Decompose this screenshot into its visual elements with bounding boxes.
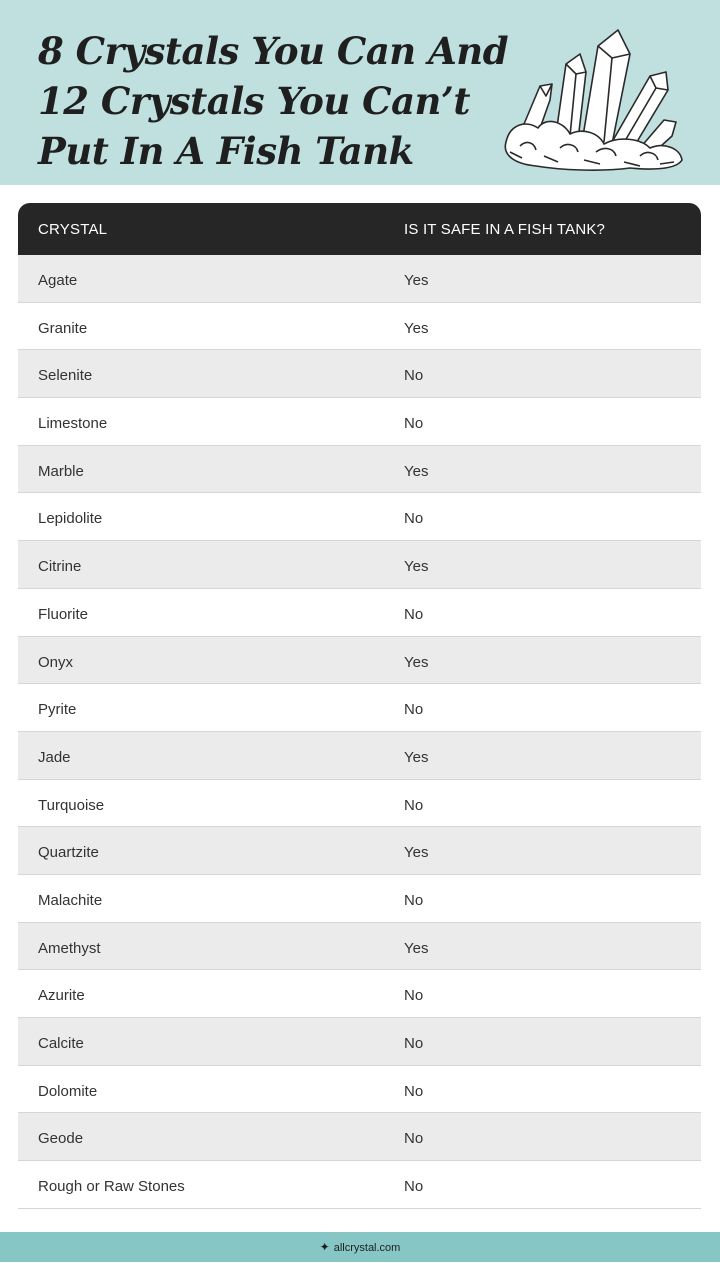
footer-bar <box>0 1232 720 1262</box>
safe-value: No <box>404 367 424 385</box>
table-row <box>18 637 701 685</box>
column-header-safe: IS IT SAFE IN A FISH TANK? <box>404 221 606 238</box>
safe-value: No <box>404 987 424 1005</box>
crystal-cluster-icon <box>500 24 685 172</box>
title-line: 8 Crystals You Can And <box>38 29 509 73</box>
table-row <box>18 875 701 923</box>
safe-value: No <box>404 1178 424 1196</box>
table-row <box>18 684 701 732</box>
crystal-name: Lepidolite <box>38 510 103 528</box>
crystal-safety-table <box>18 203 701 1209</box>
table-row <box>18 1161 701 1209</box>
column-header-crystal: CRYSTAL <box>38 221 108 238</box>
crystal-name: Azurite <box>38 987 85 1005</box>
safe-value: Yes <box>404 844 429 862</box>
safe-value: No <box>404 605 424 623</box>
crystal-name: Amethyst <box>38 939 101 957</box>
table-row <box>18 446 701 494</box>
safe-value: No <box>404 415 424 433</box>
title-line: Put In A Fish Tank <box>38 129 414 173</box>
safe-value: No <box>404 1130 424 1148</box>
crystal-name: Jade <box>38 748 71 766</box>
crystal-name: Dolomite <box>38 1082 98 1100</box>
safe-value: Yes <box>404 939 429 957</box>
safe-value: Yes <box>404 272 429 289</box>
table-row <box>18 541 701 589</box>
table-row <box>18 398 701 446</box>
table-row <box>18 1066 701 1114</box>
safe-value: Yes <box>404 462 429 480</box>
safe-value: No <box>404 891 424 909</box>
table-row <box>18 970 701 1018</box>
crystal-name: Quartzite <box>38 844 99 862</box>
crystal-name: Citrine <box>38 558 82 576</box>
crystal-name: Agate <box>38 272 78 289</box>
crystal-name: Fluorite <box>38 605 89 623</box>
safe-value: No <box>404 701 424 719</box>
table-row <box>18 350 701 398</box>
safe-value: Yes <box>404 319 429 337</box>
table-row <box>18 589 701 637</box>
table-row <box>18 1018 701 1066</box>
table-row <box>18 732 701 780</box>
safe-value: No <box>404 1035 424 1052</box>
crystal-name: Calcite <box>38 1035 84 1052</box>
safe-value: Yes <box>404 653 429 671</box>
safe-value: Yes <box>404 748 429 766</box>
crystal-name: Selenite <box>38 367 93 385</box>
table-row <box>18 827 701 875</box>
crystal-name: Marble <box>38 462 84 480</box>
crystal-name: Onyx <box>38 653 74 671</box>
crystal-name: Granite <box>38 319 88 337</box>
crystal-name: Pyrite <box>38 701 77 719</box>
table-row <box>18 923 701 971</box>
table-header <box>18 203 701 255</box>
sparkle-icon: ✦ <box>319 1240 330 1254</box>
crystal-name: Geode <box>38 1130 84 1148</box>
table-row <box>18 1113 701 1161</box>
table-row <box>18 780 701 828</box>
title-line: 12 Crystals You Can’t <box>38 79 470 123</box>
header-banner <box>0 0 720 185</box>
safe-value: No <box>404 796 424 814</box>
table-body <box>18 255 701 1209</box>
crystal-name: Malachite <box>38 891 103 909</box>
table-row <box>18 303 701 351</box>
safe-value: Yes <box>404 558 429 576</box>
footer-site-link[interactable]: allcrystal.com <box>333 1242 401 1254</box>
crystal-name: Rough or Raw Stones <box>38 1178 185 1196</box>
crystal-name: Limestone <box>38 415 108 433</box>
table-row <box>18 255 701 303</box>
page-title <box>38 26 509 176</box>
safe-value: No <box>404 510 424 528</box>
safe-value: No <box>404 1082 424 1100</box>
crystal-name: Turquoise <box>38 796 105 814</box>
table-row <box>18 493 701 541</box>
